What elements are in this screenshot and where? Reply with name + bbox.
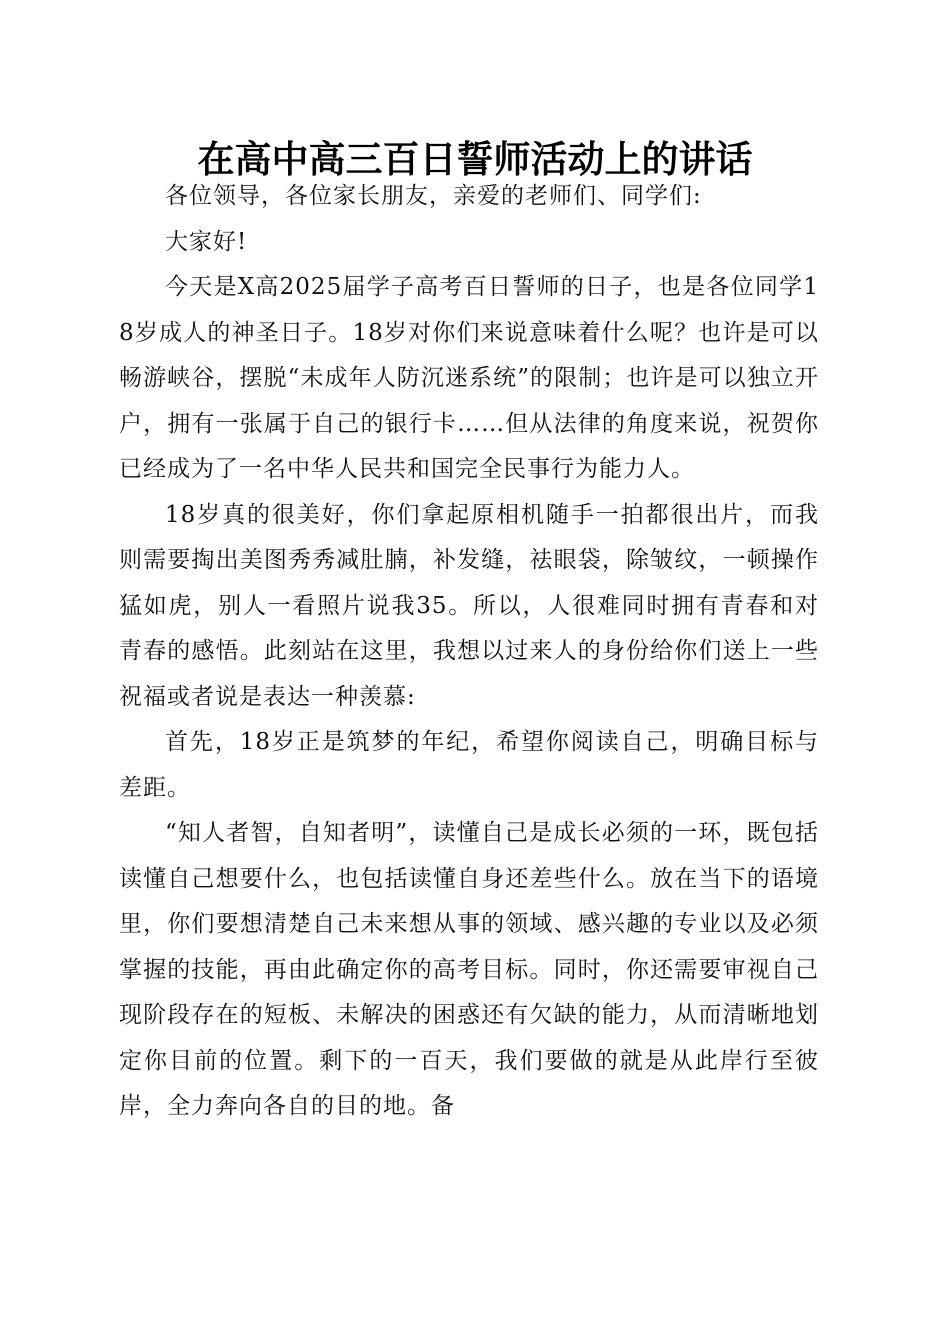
body-paragraph: 18岁真的很美好，你们拿起原相机随手一拍都很出片，而我则需要掏出美图秀秀减肚腩，补发缝，祛眼袋，除皱纹，一顿操作猛如虎，别人一看照片说我35。所以，人很难同时拥有青春和对青春的感悟。此刻站在这里，我想以过来人的身份给你们送上一些祝福或者说是表达一种羡慕: xyxy=(119,501,819,710)
body-paragraph: 今天是X高2025届学子高考百日誓师的日子，也是各位同学18岁成人的神圣日子。18岁对你们来说意味着什么呢？也许是可以畅游峡谷，摆脱“未成年人防沉迷系统”的限制；也许是可以独立开户，拥有一张属于自己的银行卡……但从法律的角度来说，祝贺你已经成为了一名中华人民共和国完全民事行为能力人。 xyxy=(119,274,819,482)
document-body xyxy=(119,174,819,1130)
body-paragraph: “知人者智，自知者明”，读懂自己是成长必须的一环，既包括读懂自己想要什么，也包括读懂自身还差些什么。放在当下的语境里，你们要想清楚自己未来想从事的领域、感兴趣的专业以及必须掌握的技能，再由此确定你的高考目标。同时，你还需要审视自己现阶段存在的短板、未解决的困惑还有欠缺的能力，从而清晰地划定你目前的位置。剩下的一百天，我们要做的就是从此岸行至彼岸，全力奔向各自的目的地。备 xyxy=(119,820,819,1119)
document-title: 在高中高三百日誓师活动上的讲话 xyxy=(197,138,753,181)
greeting-paragraph: 各位领导，各位家长朋友，亲爱的老师们、同学们: xyxy=(165,183,702,209)
body-paragraph: 首先，18岁正是筑梦的年纪，希望你阅读自己，明确目标与差距。 xyxy=(119,729,819,801)
salutation-paragraph: 大家好! xyxy=(165,228,248,255)
